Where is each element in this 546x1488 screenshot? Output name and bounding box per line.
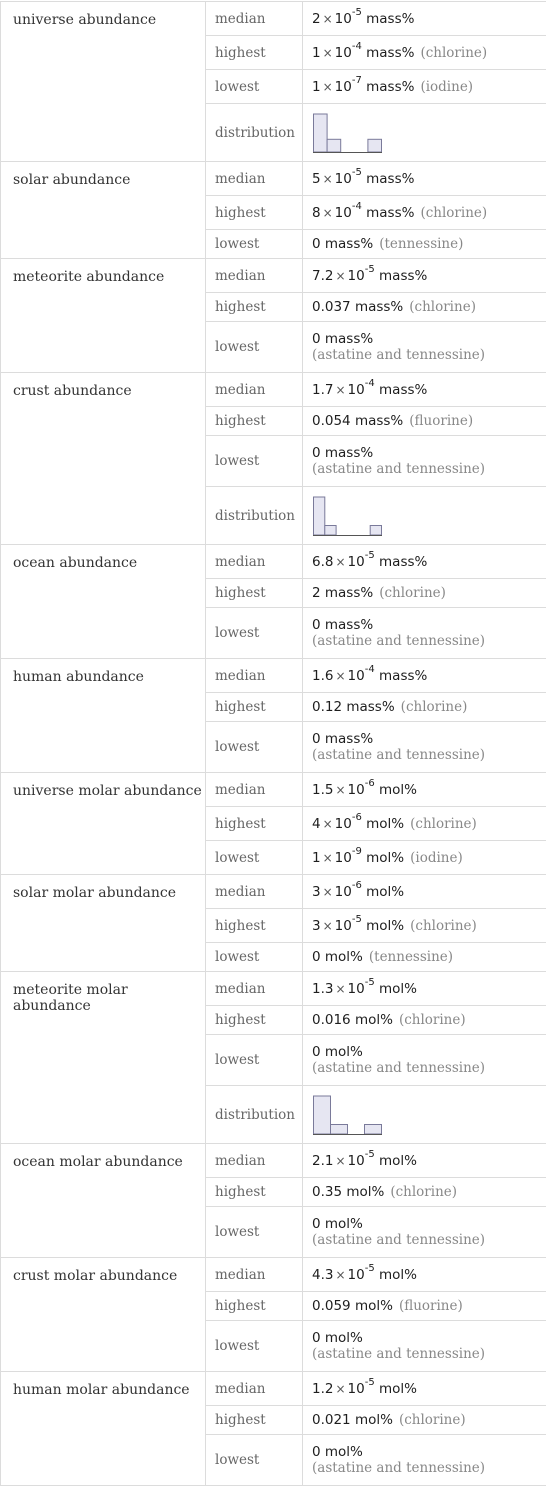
value-exponent: -4 (351, 41, 362, 52)
category-label: universe molar abundance (1, 773, 206, 875)
value-text: 0.059 mol% (312, 1298, 393, 1314)
value-mantissa: 8 (312, 204, 321, 221)
category-label: solar molar abundance (1, 875, 206, 972)
value-cell (303, 659, 546, 693)
times-sign: × (335, 981, 346, 996)
value-text: 0 mass% (312, 445, 374, 461)
value-unit: mol% (379, 1152, 418, 1169)
table-row (1, 1372, 546, 1406)
value-exponent: -4 (364, 664, 375, 675)
times-sign: × (335, 1381, 346, 1396)
times-sign: × (335, 668, 346, 683)
value-cell (303, 487, 546, 545)
category-label: solar abundance (1, 162, 206, 259)
distribution-histogram (312, 112, 384, 154)
value-exponent: -5 (364, 977, 375, 988)
value-cell (303, 322, 546, 373)
value-text: 2 mass% (312, 585, 374, 601)
value-exponent: -6 (351, 880, 362, 891)
value-mantissa: 6.8 (312, 553, 334, 570)
value-cell (303, 1144, 546, 1178)
times-sign: × (322, 11, 333, 26)
times-sign: × (335, 554, 346, 569)
distribution-histogram (312, 495, 384, 537)
power-base: 10 (347, 381, 365, 398)
table-row (1, 972, 546, 1006)
value-exponent: -5 (351, 7, 362, 18)
element-note: (fluorine) (409, 413, 474, 429)
value-unit: mol% (366, 917, 405, 934)
property-label: highest (206, 909, 303, 943)
property-label: lowest (206, 841, 303, 875)
property-label: highest (206, 293, 303, 322)
value-cell (303, 545, 546, 579)
value-cell (303, 807, 546, 841)
property-label: median (206, 2, 303, 36)
value-text: 0.12 mass% (312, 699, 395, 715)
value-mantissa: 1 (312, 44, 321, 61)
value-unit: mass% (366, 204, 415, 221)
property-label: highest (206, 807, 303, 841)
value-unit: mass% (366, 44, 415, 61)
property-label: highest (206, 693, 303, 722)
histogram-bar (314, 497, 325, 535)
element-note: (iodine) (420, 78, 474, 95)
value-text: 0.021 mol% (312, 1412, 393, 1428)
value-mantissa: 5 (312, 170, 321, 187)
property-label: lowest (206, 943, 303, 972)
property-label: median (206, 259, 303, 293)
value-unit: mol% (379, 781, 418, 798)
times-sign: × (335, 782, 346, 797)
value-unit: mol% (366, 815, 405, 832)
value-text: 0.054 mass% (312, 413, 404, 429)
value-cell (303, 1435, 546, 1486)
property-label: lowest (206, 1207, 303, 1258)
value-text: 0.35 mol% (312, 1184, 385, 1200)
power-base: 10 (334, 44, 352, 61)
element-note: (fluorine) (398, 1298, 463, 1314)
value-mantissa: 1.3 (312, 980, 334, 997)
value-text: 0 mol% (312, 1044, 363, 1060)
category-label: ocean abundance (1, 545, 206, 659)
property-label: highest (206, 1406, 303, 1435)
value-cell (303, 104, 546, 162)
value-cell (303, 70, 546, 104)
power-base: 10 (334, 917, 352, 934)
property-label: highest (206, 196, 303, 230)
property-label: distribution (206, 487, 303, 545)
element-note: (astatine and tennessine) (312, 1060, 486, 1076)
value-exponent: -5 (364, 1149, 375, 1160)
category-label: universe abundance (1, 2, 206, 162)
times-sign: × (335, 268, 346, 283)
value-unit: mol% (379, 1266, 418, 1283)
value-mantissa: 7.2 (312, 267, 334, 284)
histogram-bar (331, 1124, 348, 1134)
value-cell (303, 162, 546, 196)
value-text: 0.037 mass% (312, 299, 404, 315)
value-cell (303, 693, 546, 722)
table-row (1, 2, 546, 36)
times-sign: × (335, 382, 346, 397)
value-unit: mass% (379, 381, 428, 398)
power-base: 10 (347, 267, 365, 284)
value-cell (303, 841, 546, 875)
property-label: median (206, 773, 303, 807)
category-label: human abundance (1, 659, 206, 773)
value-text: 0 mass% (312, 617, 374, 633)
value-cell (303, 608, 546, 659)
power-base: 10 (347, 781, 365, 798)
power-base: 10 (347, 980, 365, 997)
property-label: lowest (206, 436, 303, 487)
property-label: median (206, 1144, 303, 1178)
value-cell (303, 773, 546, 807)
value-text: 0 mol% (312, 949, 363, 965)
power-base: 10 (334, 204, 352, 221)
times-sign: × (335, 1153, 346, 1168)
value-mantissa: 3 (312, 883, 321, 900)
property-label: highest (206, 1178, 303, 1207)
value-exponent: -9 (351, 846, 362, 857)
table-row (1, 1144, 546, 1178)
power-base: 10 (334, 170, 352, 187)
power-base: 10 (347, 1380, 365, 1397)
abundance-table (0, 1, 546, 1486)
element-note: (chlorine) (400, 699, 468, 715)
value-cell (303, 972, 546, 1006)
power-base: 10 (347, 1266, 365, 1283)
value-mantissa: 1.2 (312, 1380, 334, 1397)
value-unit: mol% (366, 849, 405, 866)
property-label: median (206, 373, 303, 407)
value-mantissa: 1.5 (312, 781, 334, 798)
value-cell (303, 909, 546, 943)
element-note: (tennessine) (368, 949, 454, 965)
value-cell (303, 36, 546, 70)
category-label: human molar abundance (1, 1372, 206, 1486)
property-label: highest (206, 407, 303, 436)
value-mantissa: 1 (312, 849, 321, 866)
value-cell (303, 1321, 546, 1372)
value-cell (303, 293, 546, 322)
value-text: 0 mass% (312, 731, 374, 747)
element-note: (chlorine) (379, 585, 446, 601)
table-row (1, 162, 546, 196)
times-sign: × (322, 79, 333, 94)
value-cell (303, 2, 546, 36)
element-note: (chlorine) (409, 299, 476, 315)
value-unit: mass% (366, 10, 415, 27)
value-unit: mass% (366, 170, 415, 187)
power-base: 10 (334, 849, 352, 866)
property-label: median (206, 545, 303, 579)
histogram-bar (370, 525, 381, 535)
value-cell (303, 1207, 546, 1258)
value-cell (303, 230, 546, 259)
value-cell (303, 1006, 546, 1035)
power-base: 10 (334, 883, 352, 900)
power-base: 10 (347, 553, 365, 570)
value-cell (303, 196, 546, 230)
abundance-table-body (1, 2, 546, 1486)
element-note: (chlorine) (398, 1412, 466, 1428)
value-cell (303, 1292, 546, 1321)
value-cell (303, 1178, 546, 1207)
property-label: lowest (206, 230, 303, 259)
value-cell (303, 875, 546, 909)
category-label: crust abundance (1, 373, 206, 545)
distribution-histogram (312, 1094, 384, 1136)
element-note: (astatine and tennessine) (312, 347, 486, 363)
histogram-bar (314, 1096, 331, 1134)
histogram-bar (325, 525, 336, 535)
value-unit: mol% (379, 980, 418, 997)
element-note: (chlorine) (420, 204, 488, 221)
property-label: highest (206, 579, 303, 608)
property-label: median (206, 1258, 303, 1292)
times-sign: × (335, 1267, 346, 1282)
value-exponent: -5 (364, 550, 375, 561)
value-exponent: -5 (364, 1377, 375, 1388)
value-exponent: -5 (364, 1263, 375, 1274)
value-unit: mass% (366, 78, 415, 95)
element-note: (astatine and tennessine) (312, 1346, 486, 1362)
value-exponent: -6 (364, 778, 375, 789)
property-label: median (206, 1372, 303, 1406)
value-unit: mol% (366, 883, 405, 900)
value-text: 0.016 mol% (312, 1012, 393, 1028)
element-note: (chlorine) (398, 1012, 466, 1028)
power-base: 10 (334, 815, 352, 832)
property-label: lowest (206, 1035, 303, 1086)
histogram-bar (368, 139, 382, 152)
element-note: (chlorine) (420, 44, 488, 61)
element-note: (iodine) (410, 849, 463, 866)
category-label: crust molar abundance (1, 1258, 206, 1372)
category-label: meteorite abundance (1, 259, 206, 373)
value-cell (303, 373, 546, 407)
property-label: distribution (206, 104, 303, 162)
value-mantissa: 4.3 (312, 1266, 334, 1283)
property-label: lowest (206, 722, 303, 773)
value-cell (303, 259, 546, 293)
times-sign: × (322, 816, 333, 831)
histogram-bar (327, 139, 341, 152)
table-row (1, 373, 546, 407)
element-note: (chlorine) (410, 815, 477, 832)
value-text: 0 mol% (312, 1216, 363, 1232)
category-label: meteorite molar abundance (1, 972, 206, 1144)
value-text: 0 mol% (312, 1444, 363, 1460)
times-sign: × (322, 205, 333, 220)
value-mantissa: 1.7 (312, 381, 334, 398)
property-label: lowest (206, 70, 303, 104)
times-sign: × (322, 171, 333, 186)
value-cell (303, 436, 546, 487)
table-row (1, 875, 546, 909)
value-cell (303, 1035, 546, 1086)
value-exponent: -5 (351, 167, 362, 178)
value-cell (303, 943, 546, 972)
table-row (1, 545, 546, 579)
value-cell (303, 722, 546, 773)
table-row (1, 259, 546, 293)
table-row (1, 1258, 546, 1292)
value-unit: mol% (379, 1380, 418, 1397)
property-label: median (206, 162, 303, 196)
value-mantissa: 1.6 (312, 667, 334, 684)
value-mantissa: 2 (312, 10, 321, 27)
element-note: (tennessine) (379, 236, 464, 252)
value-exponent: -4 (364, 378, 375, 389)
value-mantissa: 3 (312, 917, 321, 934)
property-label: highest (206, 1292, 303, 1321)
power-base: 10 (334, 78, 352, 95)
value-exponent: -7 (351, 75, 362, 86)
power-base: 10 (347, 667, 365, 684)
times-sign: × (322, 918, 333, 933)
times-sign: × (322, 850, 333, 865)
element-note: (astatine and tennessine) (312, 747, 486, 763)
element-note: (chlorine) (410, 917, 477, 934)
value-unit: mass% (379, 667, 428, 684)
property-label: lowest (206, 608, 303, 659)
table-row (1, 773, 546, 807)
value-unit: mass% (379, 553, 428, 570)
histogram-bar (314, 114, 328, 152)
table-row (1, 659, 546, 693)
value-text: 0 mol% (312, 1330, 363, 1346)
property-label: lowest (206, 322, 303, 373)
power-base: 10 (334, 10, 352, 27)
property-label: median (206, 875, 303, 909)
power-base: 10 (347, 1152, 365, 1169)
element-note: (astatine and tennessine) (312, 1460, 486, 1476)
histogram-bar (365, 1124, 382, 1134)
times-sign: × (322, 45, 333, 60)
value-mantissa: 4 (312, 815, 321, 832)
property-label: highest (206, 36, 303, 70)
property-label: median (206, 659, 303, 693)
value-cell (303, 1258, 546, 1292)
value-cell (303, 1406, 546, 1435)
value-unit: mass% (379, 267, 428, 284)
value-cell (303, 1372, 546, 1406)
element-note: (chlorine) (390, 1184, 458, 1200)
value-exponent: -4 (351, 201, 362, 212)
value-cell (303, 407, 546, 436)
property-label: highest (206, 1006, 303, 1035)
element-note: (astatine and tennessine) (312, 1232, 486, 1248)
property-label: distribution (206, 1086, 303, 1144)
value-cell (303, 579, 546, 608)
element-note: (astatine and tennessine) (312, 461, 486, 477)
property-label: median (206, 972, 303, 1006)
property-label: lowest (206, 1435, 303, 1486)
value-exponent: -5 (364, 264, 375, 275)
value-text: 0 mass% (312, 331, 374, 347)
property-label: lowest (206, 1321, 303, 1372)
value-mantissa: 2.1 (312, 1152, 334, 1169)
value-text: 0 mass% (312, 236, 374, 252)
value-cell (303, 1086, 546, 1144)
category-label: ocean molar abundance (1, 1144, 206, 1258)
value-exponent: -6 (351, 812, 362, 823)
value-exponent: -5 (351, 914, 362, 925)
times-sign: × (322, 884, 333, 899)
value-mantissa: 1 (312, 78, 321, 95)
element-note: (astatine and tennessine) (312, 633, 486, 649)
